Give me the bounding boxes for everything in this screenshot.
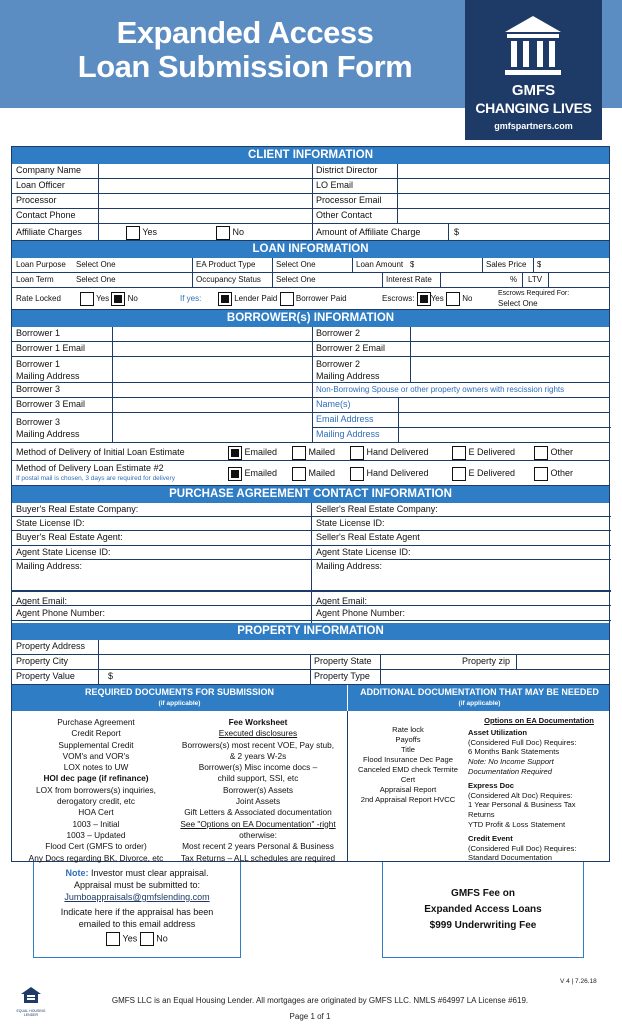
seller-company-field[interactable]: Seller's Real Estate Company: <box>316 504 438 514</box>
district-director-input[interactable] <box>397 164 611 178</box>
borrower3-input[interactable] <box>112 383 312 397</box>
form-row: Property Address <box>12 640 609 655</box>
form-row: Property City Property State Property zip <box>12 655 609 670</box>
seller-agent-license-field[interactable]: Agent State License ID: <box>316 547 411 557</box>
appraisal-note: Note: Investor must clear appraisal. Appraisal must be submitted to: Jumboappraisals@gmfslending.com Indicate here if the appraisal has been emailed to this email address Yes No <box>33 862 241 958</box>
borrower1-email-input[interactable] <box>112 342 312 356</box>
form-row: Borrower 1 Mailing Address Borrower 2 Mailing Address <box>12 357 609 383</box>
escrows-yes-checkbox[interactable] <box>417 292 431 306</box>
le2-edelivered-checkbox[interactable] <box>452 467 466 481</box>
form-row: Contact Phone Other Contact <box>12 209 609 224</box>
page-title: Expanded Access Loan Submission Form <box>77 15 413 84</box>
rate-locked-no-checkbox[interactable] <box>111 292 125 306</box>
seller-agent-email-field[interactable]: Agent Email: <box>316 596 368 606</box>
seller-agent-field[interactable]: Seller's Real Estate Agent <box>316 532 420 542</box>
form-row: Loan Term Select One Occupancy Status Select One Interest Rate % LTV <box>12 273 609 288</box>
escrows-required-select[interactable]: Select One <box>498 299 538 308</box>
borrower3-address-input[interactable] <box>112 413 312 442</box>
le1-mailed-checkbox[interactable] <box>292 446 306 460</box>
lo-email-input[interactable] <box>397 179 611 193</box>
le1-edelivered-checkbox[interactable] <box>452 446 466 460</box>
appraisal-yes-checkbox[interactable] <box>106 932 120 946</box>
processor-email-input[interactable] <box>397 194 611 208</box>
seller-mailing-field[interactable]: Mailing Address: <box>316 561 383 571</box>
processor-input[interactable] <box>98 194 312 208</box>
client-section-title: CLIENT INFORMATION <box>12 147 609 164</box>
nbs-names-input[interactable] <box>398 398 610 412</box>
property-section-title: PROPERTY INFORMATION <box>12 623 609 640</box>
form-row: Borrower 1 Email Borrower 2 Email <box>12 342 609 357</box>
property-address-input[interactable] <box>98 640 611 654</box>
ea-options-list: Options on EA Documentation Asset Utilization (Considered Full Doc) Requires: 6 Months Bank Statements Note: No Income Support Documentation Required Express Doc (Considered Alt Doc) Requires: 1 Year Personal & Business Tax Returns YTD Profit & Loss Statement Credit Event (Considered Full Doc) Requires: Standard Documentation <box>468 716 594 863</box>
borrower2-email-input[interactable] <box>410 342 610 356</box>
borrower2-address-input[interactable] <box>410 357 610 382</box>
form-row: Borrower 1 Borrower 2 <box>12 327 609 342</box>
fee-box: GMFS Fee on Expanded Access Loans $999 Underwriting Fee <box>382 862 584 958</box>
property-city-input[interactable] <box>98 655 310 669</box>
le2-other-checkbox[interactable] <box>534 467 548 481</box>
buyer-mailing-field[interactable]: Mailing Address: <box>16 561 83 571</box>
company-name-input[interactable] <box>98 164 312 178</box>
appraisal-no-checkbox[interactable] <box>140 932 154 946</box>
footer-text: GMFS LLC is an Equal Housing Lender. All mortgages are originated by GMFS LLC. NMLS #64997 LA License #619. <box>111 996 529 1005</box>
le2-mailed-checkbox[interactable] <box>292 467 306 481</box>
buyer-agent-phone-field[interactable]: Agent Phone Number: <box>16 608 106 618</box>
version-label: V 4 | 7.26.18 <box>560 978 597 985</box>
le1-hand-checkbox[interactable] <box>350 446 364 460</box>
le1-other-checkbox[interactable] <box>534 446 548 460</box>
rate-locked-yes-checkbox[interactable] <box>80 292 94 306</box>
loan-term-select[interactable]: Select One <box>76 275 116 284</box>
form-row: Affiliate Charges Yes No Amount of Affiliate Charge $ <box>12 224 609 241</box>
seller-agent-phone-field[interactable]: Agent Phone Number: <box>316 608 406 618</box>
lender-paid-checkbox[interactable] <box>218 292 232 306</box>
ea-product-select[interactable]: Select One <box>276 260 316 269</box>
buyer-license-field[interactable]: State License ID: <box>16 518 85 528</box>
form-row: Method of Delivery Loan Estimate #2 If postal mail is chosen, 3 days are required for delivery Emailed Mailed Hand Delivered E Delivered Other <box>12 461 609 486</box>
form-row: Loan Officer LO Email <box>12 179 609 194</box>
docs-section-title: REQUIRED DOCUMENTS FOR SUBMISSION (if applicable) ADDITIONAL DOCUMENTATION THAT MAY BE NEEDED (if applicable) <box>12 685 609 711</box>
le2-hand-checkbox[interactable] <box>350 467 364 481</box>
affiliate-no-checkbox[interactable] <box>216 226 230 240</box>
borrower2-input[interactable] <box>410 327 610 341</box>
le2-emailed-checkbox[interactable] <box>228 467 242 481</box>
form-row: Processor Processor Email <box>12 194 609 209</box>
affiliate-amount-input[interactable]: $ <box>454 227 460 237</box>
property-value-input[interactable]: $ <box>108 671 114 681</box>
purchase-section-title: PURCHASE AGREEMENT CONTACT INFORMATION <box>12 486 609 503</box>
le1-emailed-checkbox[interactable] <box>228 446 242 460</box>
loan-amount-input[interactable]: $ <box>410 260 415 269</box>
required-docs-list-1: Purchase Agreement Credit Report Supplemental Credit VOM's and VOR's LOX notes to UW HOI dec page (if refinance) LOX from borrowers(s) inquiries, derogatory credit, etc HOA Cert 1003 – Initial 1003 – Updated Flood Cert (GMFS to order) Any Docs regarding BK, Divorce, etc <box>28 717 164 863</box>
loan-officer-input[interactable] <box>98 179 312 193</box>
logo: GMFS CHANGING LIVES gmfspartners.com <box>465 0 602 140</box>
page-number: Page 1 of 1 <box>289 1012 331 1021</box>
appraisal-email-link[interactable]: Jumboappraisals@gmfslending.com <box>64 892 210 902</box>
borrower1-address-input[interactable] <box>112 357 312 382</box>
form-row: Method of Delivery of Initial Loan Estimate Emailed Mailed Hand Delivered E Delivered Other <box>12 443 609 461</box>
equal-housing-icon: EQUAL HOUSING LENDER <box>16 986 46 1017</box>
other-contact-input[interactable] <box>397 209 611 223</box>
borrower-paid-checkbox[interactable] <box>280 292 294 306</box>
loan-section-title: LOAN INFORMATION <box>12 241 609 258</box>
buyer-agent-license-field[interactable]: Agent State License ID: <box>16 547 111 557</box>
loan-purpose-select[interactable]: Select One <box>76 260 116 269</box>
additional-docs-list: Rate lock Payoffs Title Flood Insurance Dec Page Canceled EMD check Termite Cert Appraisal Report 2nd Appraisal Report HVCC <box>358 725 458 804</box>
form-row: Company Name District Director <box>12 164 609 179</box>
form-row: Loan Purpose Select One EA Product Type Select One Loan Amount $ Sales Price $ <box>12 258 609 273</box>
ltv-input[interactable] <box>548 273 611 287</box>
contact-phone-input[interactable] <box>98 209 312 223</box>
sales-price-input[interactable]: $ <box>537 260 542 269</box>
borrower-section-title: BORROWER(s) INFORMATION <box>12 310 609 327</box>
form-row: Rate Locked Yes No If yes: Lender Paid Borrower Paid Escrows: Yes No Escrows Required For: Select One <box>12 288 609 310</box>
form-row: Property Value $ Property Type <box>12 670 609 685</box>
buyer-agent-field[interactable]: Buyer's Real Estate Agent: <box>16 532 123 542</box>
affiliate-yes-checkbox[interactable] <box>126 226 140 240</box>
seller-license-field[interactable]: State License ID: <box>316 518 385 528</box>
form-row: Borrower 3 Email Name(s) <box>12 398 609 413</box>
loan-form <box>11 146 610 862</box>
building-icon <box>503 14 563 78</box>
escrows-no-checkbox[interactable] <box>446 292 460 306</box>
required-docs-list-2: Fee Worksheet Executed disclosures Borrowers(s) most recent VOE, Pay stub, & 2 years W-2s Borrower(s) Misc income docs – child support, SSI, etc Borrower(s) Assets Joint Assets Gift Letters & Associated documentation See "Options on EA Documentation" -right otherwise: Most recent 2 years Personal & Business Tax Returns – ALL schedules are required <box>180 717 336 863</box>
buyer-company-field[interactable]: Buyer's Real Estate Company: <box>16 504 139 514</box>
borrower1-input[interactable] <box>112 327 312 341</box>
form-row: Borrower 3 Non-Borrowing Spouse or other property owners with rescission rights <box>12 383 609 398</box>
purchase-grid <box>12 503 611 623</box>
borrower3-email-input[interactable] <box>112 398 312 412</box>
occupancy-select[interactable]: Select One <box>276 275 316 284</box>
buyer-agent-email-field[interactable]: Agent Email: <box>16 596 68 606</box>
form-row: Borrower 3 Mailing Address Email Address Mailing Address <box>12 413 609 443</box>
